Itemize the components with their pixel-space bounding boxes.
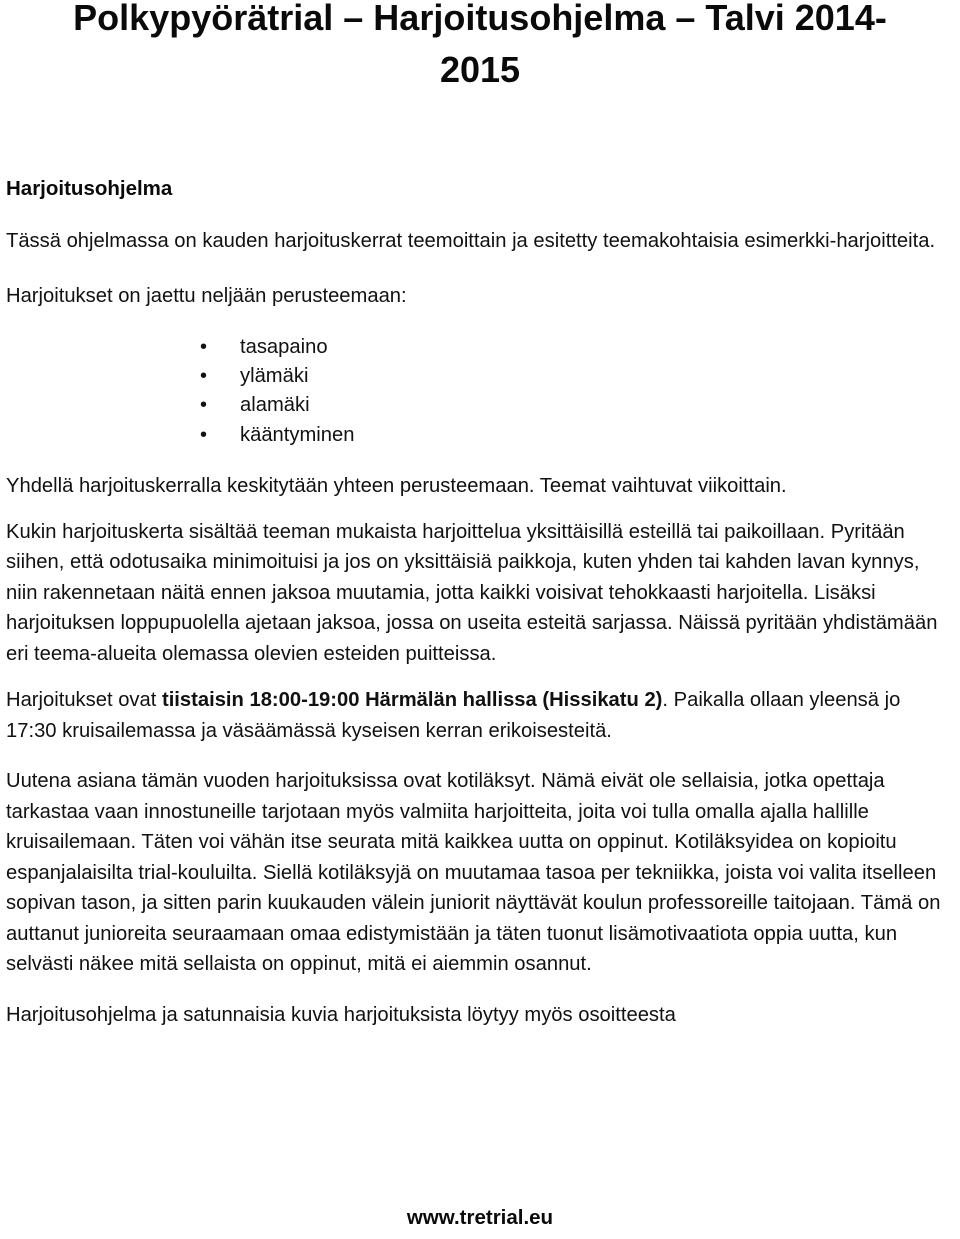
themes-list [6, 333, 954, 451]
bullet-icon: • [200, 423, 208, 446]
list-item [200, 391, 954, 420]
bullet-icon: • [200, 335, 208, 358]
focus-paragraph: Yhdellä harjoituskerralla keskitytään yhteen perusteemaan. Teemat vaihtuvat viikoittain. [6, 475, 787, 498]
closing-paragraph: Harjoitusohjelma ja satunnaisia kuvia harjoituksista löytyy myös osoitteesta [6, 1003, 676, 1026]
document-title-line-2: 2015 [439, 49, 521, 90]
homework-paragraph: Uutena asiana tämän vuoden harjoituksissa ovat kotiläksyt. Nämä eivät ole sellaisia, jotka opettaja tarkastaa vaan innostuneille tarjotaan myös valmiita harjoitteita, joita voi tulla omalla ajalla hallille kruisailemaan. Täten voi vähän itse seurata mitä kaikkea uutta on oppinut. Kotiläksyidea on kopioitu espanjalaisilta trial-kouluilta. Siellä kotiläksyjä on muutamaa tasoa per tekniikka, joista voi valita itselleen sopivan tason, ja sitten parin kuukauden välein juniorit näyttävät koulun professoreille taitojaan. Tämä on auttanut junioreita seuraamaan omaa edistymistään ja täten tuonut lisämotivaatiota oppia uutta, kun selvästi näkee mitä sellaista on oppinut, mitä ei aiemmin osannut. [6, 770, 941, 976]
list-item-label: kääntyminen [240, 423, 355, 446]
schedule-time-location: tiistaisin 18:00-19:00 Härmälän hallissa (Hissikatu 2) [161, 689, 663, 712]
list-item [200, 421, 954, 450]
footer-url-link[interactable]: www.tretrial.eu [406, 1206, 554, 1229]
schedule-paragraph [6, 685, 954, 746]
list-item-label: ylämäki [240, 364, 309, 387]
document-title-line-1: Polkypyörätrial – Harjoitusohjelma – Talvi 2014- [73, 0, 887, 38]
list-item [200, 333, 954, 362]
content-paragraph: Kukin harjoituskerta sisältää teeman mukaista harjoittelua yksittäisillä esteillä tai paikoillaan. Pyritään siihen, että odotusaika minimoituisi ja jos on yksittäisiä paikkoja, kuten yhden tai kahden lavan kynnys, niin rakennetaan näitä ennen jaksoa muutamia, jotta kaikki voisivat tehokkaasti harjoitella. Lisäksi harjoituksen loppupuolella ajetaan jaksoa, jossa on useita esteitä sarjassa. Näissä pyritään yhdistämään eri teema-alueita olemassa olevien esteiden puitteissa. [6, 520, 938, 665]
document-title [6, 0, 954, 96]
list-item-label: alamäki [240, 394, 310, 417]
bullet-icon: • [200, 394, 208, 417]
bullet-icon: • [200, 364, 208, 387]
list-item [200, 362, 954, 391]
themes-intro-paragraph: Harjoitukset on jaettu neljään perusteemaan: [6, 285, 407, 307]
intro-paragraph: Tässä ohjelmassa on kauden harjoituskerrat teemoittain ja esitetty teemakohtaisia esimerkki-harjoitteita. [6, 230, 936, 252]
section-heading: Harjoitusohjelma [6, 177, 173, 200]
schedule-prefix: Harjoitukset ovat [6, 689, 162, 712]
list-item-label: tasapaino [240, 335, 328, 358]
schedule-suffix: . Paikalla ollaan yleensä jo 17:30 kruisailemassa ja väsäämässä kyseisen kerran erikoisesteitä. [6, 689, 901, 742]
